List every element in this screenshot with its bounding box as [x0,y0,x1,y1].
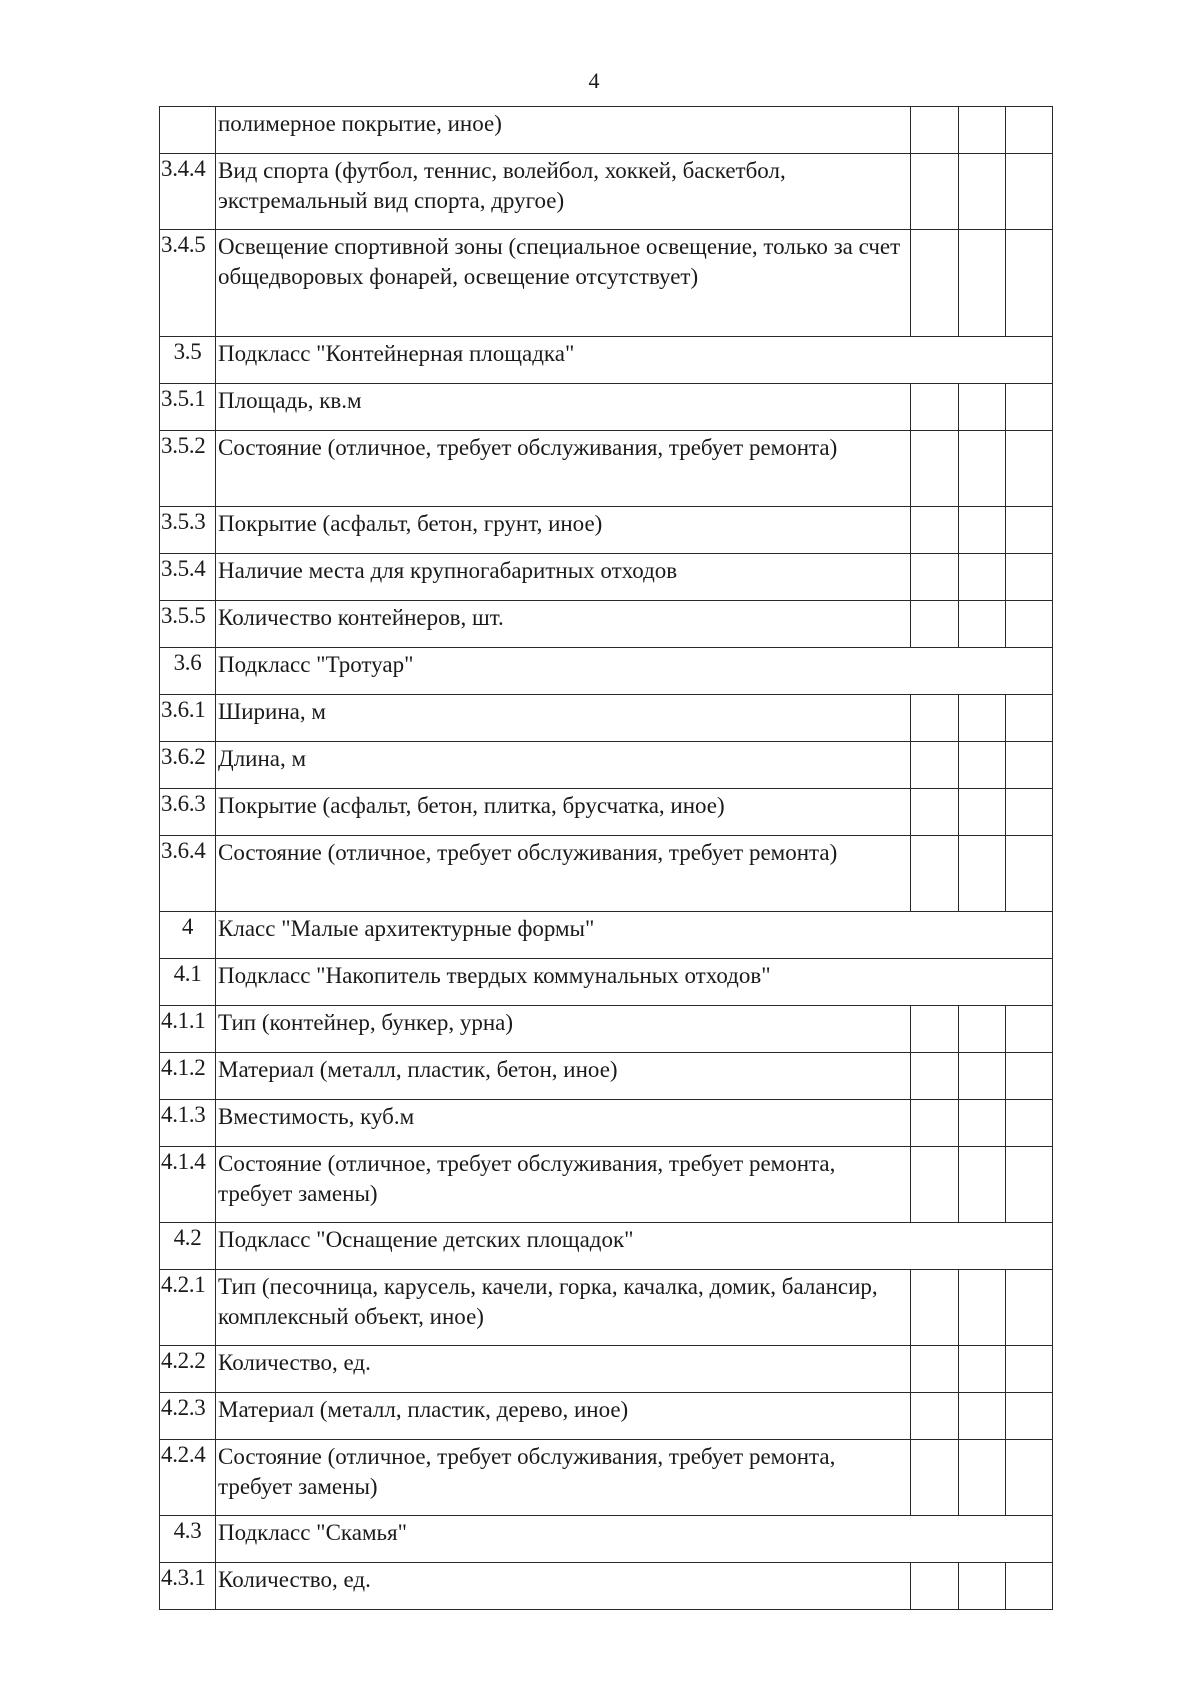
value-cell-3[interactable] [1006,695,1053,742]
row-number: 3.6.4 [160,836,216,912]
table-section-row [160,1223,1053,1270]
row-description: Количество контейнеров, шт. [216,601,911,648]
value-cell-1[interactable] [911,107,959,154]
value-cell-2[interactable] [959,789,1006,836]
section-title: Класс "Малые архитектурные формы" [216,912,1053,959]
table-row [160,154,1053,230]
value-cell-1[interactable] [911,1006,959,1053]
table-row [160,107,1053,154]
table-row [160,1100,1053,1147]
value-cell-3[interactable] [1006,789,1053,836]
value-cell-1[interactable] [911,601,959,648]
row-number: 3.5 [160,337,216,384]
row-number: 4.2.4 [160,1440,216,1516]
value-cell-3[interactable] [1006,154,1053,230]
section-title: Подкласс "Скамья" [216,1516,1053,1563]
value-cell-2[interactable] [959,1100,1006,1147]
table-section-row [160,912,1053,959]
value-cell-3[interactable] [1006,1393,1053,1440]
value-cell-3[interactable] [1006,507,1053,554]
value-cell-2[interactable] [959,154,1006,230]
value-cell-3[interactable] [1006,836,1053,912]
row-description: Площадь, кв.м [216,384,911,431]
value-cell-2[interactable] [959,1440,1006,1516]
row-number: 3.6.2 [160,742,216,789]
table-row [160,1346,1053,1393]
value-cell-2[interactable] [959,1270,1006,1346]
row-number: 3.6 [160,648,216,695]
value-cell-2[interactable] [959,1006,1006,1053]
row-description: Материал (металл, пластик, бетон, иное) [216,1053,911,1100]
value-cell-1[interactable] [911,1053,959,1100]
row-description: Количество, ед. [216,1563,911,1610]
value-cell-3[interactable] [1006,1100,1053,1147]
section-title: Подкласс "Накопитель твердых коммунальных отходов" [216,959,1053,1006]
row-number: 4.3 [160,1516,216,1563]
row-number: 4.1.3 [160,1100,216,1147]
row-description: Длина, м [216,742,911,789]
value-cell-3[interactable] [1006,431,1053,507]
value-cell-3[interactable] [1006,1147,1053,1223]
row-description: Состояние (отличное, требует обслуживания, требует ремонта, требует замены) [216,1147,911,1223]
row-number: 4.1 [160,959,216,1006]
table-row [160,742,1053,789]
table-section-row [160,1516,1053,1563]
row-description: Покрытие (асфальт, бетон, грунт, иное) [216,507,911,554]
table-row [160,1053,1053,1100]
table-row [160,836,1053,912]
row-description: Состояние (отличное, требует обслуживания, требует ремонта) [216,431,911,507]
table-row [160,431,1053,507]
row-number: 4 [160,912,216,959]
section-title: Подкласс "Оснащение детских площадок" [216,1223,1053,1270]
table-row [160,507,1053,554]
value-cell-1[interactable] [911,1346,959,1393]
value-cell-1[interactable] [911,384,959,431]
table-row [160,554,1053,601]
value-cell-1[interactable] [911,1563,959,1610]
row-number: 3.6.1 [160,695,216,742]
value-cell-2[interactable] [959,695,1006,742]
table-row [160,789,1053,836]
row-description: Ширина, м [216,695,911,742]
value-cell-1[interactable] [911,836,959,912]
table-section-row [160,648,1053,695]
table-row [160,601,1053,648]
value-cell-2[interactable] [959,1563,1006,1610]
table-row [160,1147,1053,1223]
row-description: Освещение спортивной зоны (специальное освещение, только за счет общедворовых фонарей, освещение отсутствует) [216,230,911,337]
section-title: Подкласс "Контейнерная площадка" [216,337,1053,384]
row-number: 4.1.4 [160,1147,216,1223]
value-cell-3[interactable] [1006,1563,1053,1610]
row-description: Материал (металл, пластик, дерево, иное) [216,1393,911,1440]
table-body [160,107,1053,1610]
value-cell-1[interactable] [911,1440,959,1516]
value-cell-2[interactable] [959,1393,1006,1440]
value-cell-3[interactable] [1006,1440,1053,1516]
row-number: 3.4.5 [160,230,216,337]
row-number: 4.2 [160,1223,216,1270]
value-cell-2[interactable] [959,230,1006,337]
row-description: Состояние (отличное, требует обслуживания, требует ремонта) [216,836,911,912]
classification-table [159,106,1053,1610]
row-number: 4.2.3 [160,1393,216,1440]
row-description: Вместимость, куб.м [216,1100,911,1147]
value-cell-3[interactable] [1006,742,1053,789]
value-cell-2[interactable] [959,107,1006,154]
value-cell-1[interactable] [911,431,959,507]
value-cell-2[interactable] [959,507,1006,554]
row-description: Состояние (отличное, требует обслуживания, требует ремонта, требует замены) [216,1440,911,1516]
row-number: 3.5.4 [160,554,216,601]
table-section-row [160,959,1053,1006]
page-number: 4 [588,68,600,93]
value-cell-3[interactable] [1006,554,1053,601]
value-cell-2[interactable] [959,836,1006,912]
row-description: полимерное покрытие, иное) [216,107,911,154]
table-row [160,1270,1053,1346]
row-description: Вид спорта (футбол, теннис, волейбол, хоккей, баскетбол, экстремальный вид спорта, другое) [216,154,911,230]
value-cell-1[interactable] [911,789,959,836]
row-number: 4.2.2 [160,1346,216,1393]
value-cell-3[interactable] [1006,1053,1053,1100]
value-cell-1[interactable] [911,554,959,601]
value-cell-2[interactable] [959,601,1006,648]
row-number: 3.4.4 [160,154,216,230]
table-row [160,384,1053,431]
row-number: 4.3.1 [160,1563,216,1610]
value-cell-2[interactable] [959,742,1006,789]
row-description: Количество, ед. [216,1346,911,1393]
table-row [160,1440,1053,1516]
value-cell-3[interactable] [1006,601,1053,648]
value-cell-1[interactable] [911,1100,959,1147]
table-row [160,1563,1053,1610]
value-cell-1[interactable] [911,230,959,337]
row-number: 3.5.2 [160,431,216,507]
value-cell-2[interactable] [959,1346,1006,1393]
value-cell-3[interactable] [1006,107,1053,154]
table-row [160,1006,1053,1053]
row-description: Тип (контейнер, бункер, урна) [216,1006,911,1053]
value-cell-3[interactable] [1006,1270,1053,1346]
value-cell-3[interactable] [1006,1006,1053,1053]
row-number: 3.5.5 [160,601,216,648]
row-number: 3.5.1 [160,384,216,431]
value-cell-1[interactable] [911,154,959,230]
row-number: 3.5.3 [160,507,216,554]
row-description: Покрытие (асфальт, бетон, плитка, брусчатка, иное) [216,789,911,836]
value-cell-1[interactable] [911,1147,959,1223]
row-number: 4.1.2 [160,1053,216,1100]
value-cell-2[interactable] [959,1147,1006,1223]
value-cell-1[interactable] [911,1270,959,1346]
row-number: 4.2.1 [160,1270,216,1346]
value-cell-1[interactable] [911,1393,959,1440]
value-cell-3[interactable] [1006,230,1053,337]
table-row [160,1393,1053,1440]
row-description: Тип (песочница, карусель, качели, горка, качалка, домик, балансир, комплексный объект, иное) [216,1270,911,1346]
row-number: 3.6.3 [160,789,216,836]
value-cell-2[interactable] [959,431,1006,507]
row-number [160,107,216,154]
table-row [160,230,1053,337]
value-cell-2[interactable] [959,384,1006,431]
row-description: Наличие места для крупногабаритных отходов [216,554,911,601]
table-section-row [160,337,1053,384]
value-cell-2[interactable] [959,554,1006,601]
table-row [160,695,1053,742]
section-title: Подкласс "Тротуар" [216,648,1053,695]
value-cell-1[interactable] [911,742,959,789]
row-number: 4.1.1 [160,1006,216,1053]
value-cell-1[interactable] [911,507,959,554]
value-cell-2[interactable] [959,1053,1006,1100]
value-cell-3[interactable] [1006,384,1053,431]
value-cell-1[interactable] [911,695,959,742]
value-cell-3[interactable] [1006,1346,1053,1393]
